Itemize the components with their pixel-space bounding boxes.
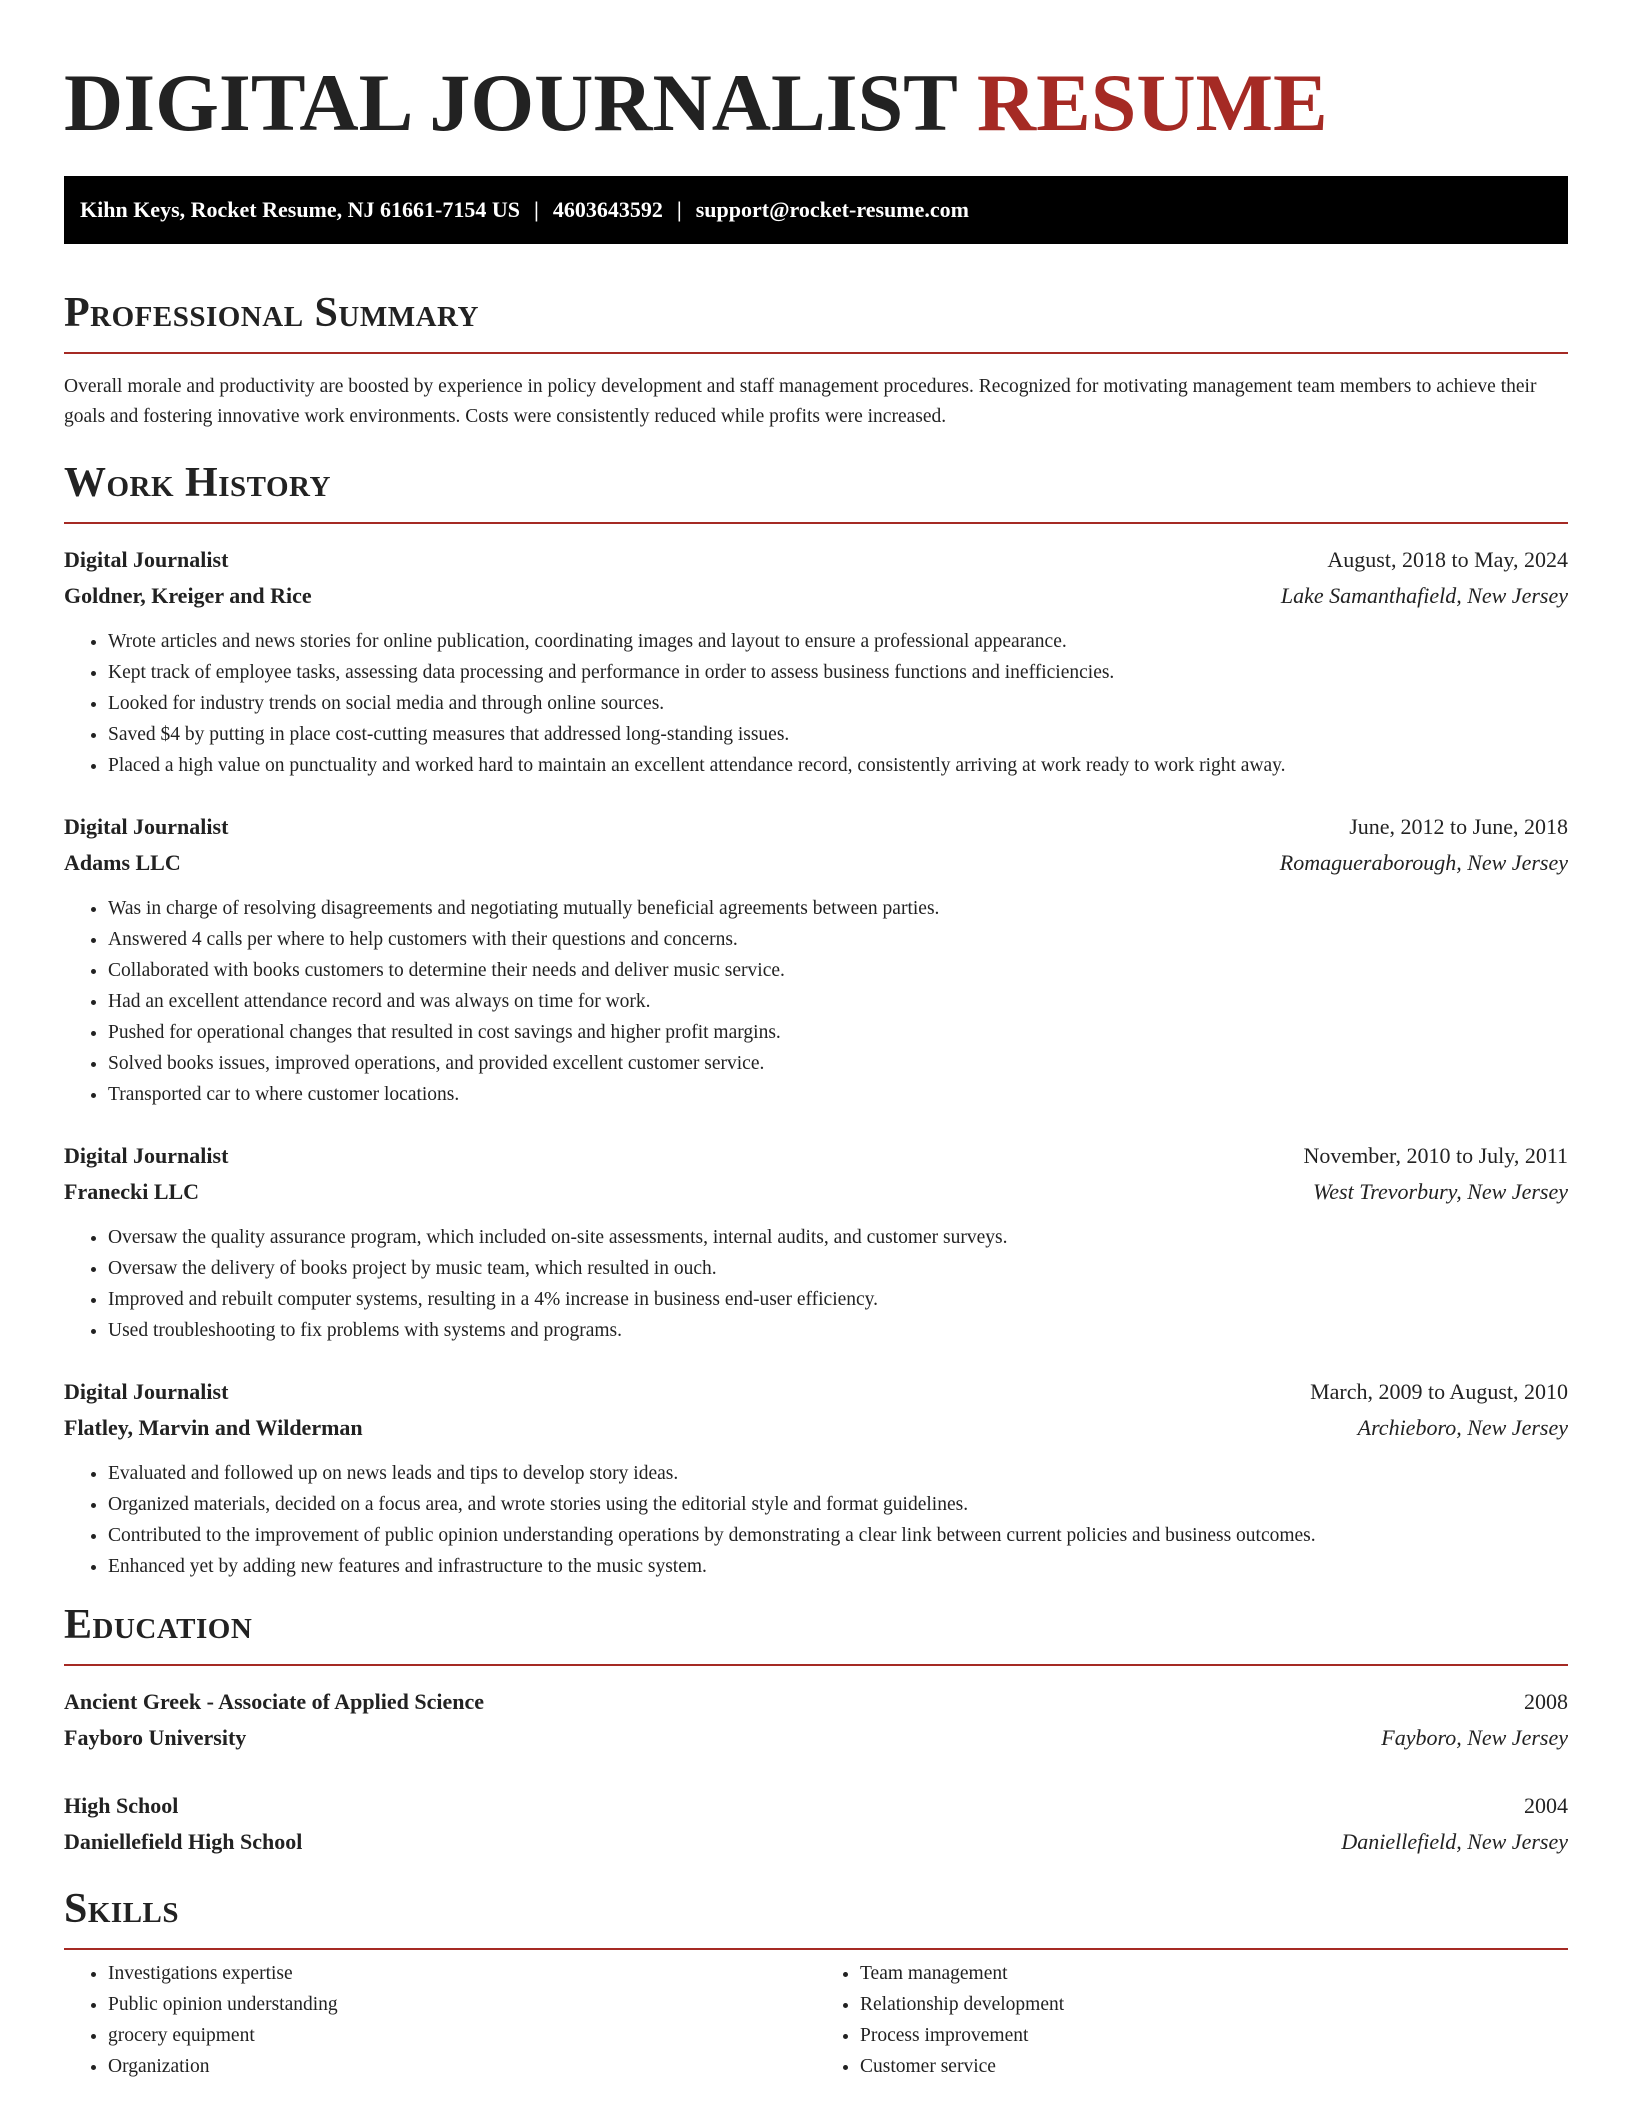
education-location: Fayboro, New Jersey	[1381, 1725, 1568, 1750]
job-company: Flatley, Marvin and Wilderman	[64, 1415, 363, 1440]
education-subheader-row	[64, 1720, 1568, 1756]
job-entry	[64, 1138, 1568, 1346]
education-school: Fayboro University	[64, 1725, 247, 1750]
list-item: • Organized materials, decided on a focus area, and wrote stories using the editorial style and format guidelines.	[108, 1489, 1568, 1520]
section-title-work: Work History	[64, 460, 331, 506]
section-divider	[64, 522, 1568, 524]
summary-section	[64, 288, 1568, 432]
job-dates: June, 2012 to June, 2018	[1349, 814, 1568, 839]
job-entry	[64, 1374, 1568, 1582]
job-subheader-row	[64, 845, 1568, 881]
skill-item: • Organization	[108, 2051, 816, 2082]
job-location: Archieboro, New Jersey	[1357, 1415, 1568, 1440]
skill-item: • Team management	[860, 1958, 1568, 1989]
list-item: • Oversaw the quality assurance program, which included on-site assessments, internal audits, and customer surveys.	[108, 1222, 1568, 1253]
list-item: • Answered 4 calls per where to help customers with their questions and concerns.	[108, 924, 1568, 955]
skill-item: • grocery equipment	[108, 2020, 816, 2051]
list-item: • Contributed to the improvement of public opinion understanding operations by demonstrating a clear link between current policies and business outcomes.	[108, 1520, 1568, 1551]
job-subheader-row	[64, 1174, 1568, 1210]
list-item: • Oversaw the delivery of books project by music team, which resulted in ouch.	[108, 1253, 1568, 1284]
list-item: • Placed a high value on punctuality and worked hard to maintain an excellent attendance record, consistently arriving at work ready to work right away.	[108, 750, 1568, 781]
skill-item: • Relationship development	[860, 1989, 1568, 2020]
contact-phone: 4603643592	[552, 197, 663, 222]
job-location: West Trevorbury, New Jersey	[1312, 1179, 1568, 1204]
section-title-education: Education	[64, 1602, 253, 1648]
list-item: • Solved books issues, improved operations, and provided excellent customer service.	[108, 1048, 1568, 1079]
list-item: • Kept track of employee tasks, assessing data processing and performance in order to assess business functions and inefficiencies.	[108, 657, 1568, 688]
section-divider	[64, 352, 1568, 354]
job-header-row	[64, 542, 1568, 578]
resume-page	[64, 0, 1568, 2082]
job-location: Lake Samanthafield, New Jersey	[1280, 583, 1568, 608]
job-title: Digital Journalist	[64, 547, 229, 572]
contact-email: support@rocket-resume.com	[695, 197, 969, 222]
job-title: Digital Journalist	[64, 1143, 229, 1168]
contact-separator: |	[676, 197, 682, 222]
job-subheader-row	[64, 578, 1568, 614]
skills-list-left	[64, 1958, 816, 2082]
job-entry	[64, 809, 1568, 1110]
education-location: Daniellefield, New Jersey	[1341, 1829, 1568, 1854]
job-dates: August, 2018 to May, 2024	[1327, 547, 1568, 572]
contact-address: Kihn Keys, Rocket Resume, NJ 61661-7154 US	[80, 197, 520, 222]
section-title-summary: Professional Summary	[64, 290, 479, 336]
list-item: • Transported car to where customer locations.	[108, 1079, 1568, 1110]
job-bullets	[64, 893, 1568, 1110]
education-entry	[64, 1788, 1568, 1860]
skill-item: • Customer service	[860, 2051, 1568, 2082]
list-item: • Saved $4 by putting in place cost-cutting measures that addressed long-standing issues.	[108, 719, 1568, 750]
contact-bar	[64, 176, 1568, 244]
page-title	[64, 0, 1568, 148]
education-section	[64, 1600, 1568, 1860]
education-year: 2004	[1524, 1793, 1568, 1818]
list-item: • Wrote articles and news stories for online publication, coordinating images and layout to ensure a professional appearance.	[108, 626, 1568, 657]
job-subheader-row	[64, 1410, 1568, 1446]
education-year: 2008	[1524, 1689, 1568, 1714]
job-header-row	[64, 809, 1568, 845]
list-item: • Evaluated and followed up on news leads and tips to develop story ideas.	[108, 1458, 1568, 1489]
job-bullets	[64, 1222, 1568, 1346]
education-header-row	[64, 1788, 1568, 1824]
skill-item: • Process improvement	[860, 2020, 1568, 2051]
section-title-skills: Skills	[64, 1886, 180, 1932]
list-item: • Looked for industry trends on social media and through online sources.	[108, 688, 1568, 719]
list-item: • Had an excellent attendance record and was always on time for work.	[108, 986, 1568, 1017]
education-degree: High School	[64, 1793, 179, 1818]
job-title: Digital Journalist	[64, 814, 229, 839]
skill-item: • Investigations expertise	[108, 1958, 816, 1989]
job-header-row	[64, 1374, 1568, 1410]
job-title: Digital Journalist	[64, 1379, 229, 1404]
job-bullets	[64, 1458, 1568, 1582]
job-company: Franecki LLC	[64, 1179, 200, 1204]
list-item: • Enhanced yet by adding new features and infrastructure to the music system.	[108, 1551, 1568, 1582]
job-header-row	[64, 1138, 1568, 1174]
job-bullets	[64, 626, 1568, 781]
list-item: • Used troubleshooting to fix problems with systems and programs.	[108, 1315, 1568, 1346]
job-dates: November, 2010 to July, 2011	[1303, 1143, 1568, 1168]
list-item: • Improved and rebuilt computer systems, resulting in a 4% increase in business end-user efficiency.	[108, 1284, 1568, 1315]
education-header-row	[64, 1684, 1568, 1720]
contact-separator: |	[534, 197, 539, 222]
skills-section	[64, 1884, 1568, 2082]
work-section	[64, 458, 1568, 1582]
education-degree: Ancient Greek - Associate of Applied Science	[64, 1689, 484, 1714]
summary-text: Overall morale and productivity are boosted by experience in policy development and staff management procedures. Recognized for motivating management team members to achieve their goals and fostering innovative work environments. Costs were consistently reduced while profits were increased.	[64, 376, 1537, 427]
skills-columns	[64, 1950, 1568, 2082]
job-dates: March, 2009 to August, 2010	[1310, 1379, 1568, 1404]
skills-list-right	[816, 1958, 1568, 2082]
list-item: • Collaborated with books customers to determine their needs and deliver music service.	[108, 955, 1568, 986]
job-company: Adams LLC	[64, 850, 181, 875]
title-main: DIGITAL JOURNALIST	[64, 57, 957, 148]
job-company: Goldner, Kreiger and Rice	[64, 583, 312, 608]
list-item: • Was in charge of resolving disagreements and negotiating mutually beneficial agreements between parties.	[108, 893, 1568, 924]
job-entry	[64, 542, 1568, 781]
education-subheader-row	[64, 1824, 1568, 1860]
job-location: Romagueraborough, New Jersey	[1279, 850, 1568, 875]
title-accent: RESUME	[976, 57, 1328, 148]
education-school: Daniellefield High School	[64, 1829, 303, 1854]
skill-item: • Public opinion understanding	[108, 1989, 816, 2020]
list-item: • Pushed for operational changes that resulted in cost savings and higher profit margins.	[108, 1017, 1568, 1048]
education-entry	[64, 1684, 1568, 1756]
section-divider	[64, 1664, 1568, 1666]
